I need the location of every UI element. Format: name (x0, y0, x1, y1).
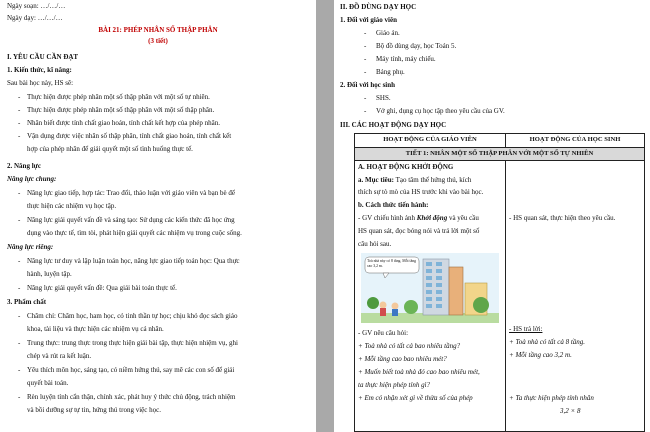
general-item: thực hiện các nhiệm vụ học tập. (27, 202, 117, 210)
method-label: b. Cách thức tiến hành: (358, 201, 429, 209)
section-activities: III. CÁC HOẠT ĐỘNG DẠY HỌC (340, 121, 447, 129)
teacher-item: Giáo án. (376, 29, 400, 37)
quality-item: Chăm chỉ: Chăm học, ham học, có tinh thần tự học; chịu khó đọc sách giáo (27, 312, 238, 320)
quality-item: chép và rút ra kết luận. (27, 352, 92, 360)
gv-ask: - GV nêu câu hỏi: (358, 329, 409, 337)
heading-knowledge: 1. Kiến thức, kĩ năng: (7, 66, 72, 74)
startup-illustration (361, 253, 499, 323)
period-title: TIẾT 1: NHÂN MỘT SỐ THẬP PHÂN VỚI MỘT SỐ TỰ NHIÊN (405, 150, 594, 157)
question: + Mỗi tầng cao bao nhiêu mét? (358, 355, 447, 363)
section-objectives: I. YÊU CẦU CẦN ĐẠT (7, 53, 79, 61)
general-item: Năng lực giải quyết vấn đề và sáng tạo: Sử dụng các kiến thức đã học ứng (27, 216, 235, 224)
speech-bubble-text: Toà nhà này có 8 tầng. Mỗi tầng cao 3,2 m. (367, 259, 417, 268)
quality-item: quyết bài toán. (27, 379, 69, 387)
teacher-item: Bảng phụ. (376, 68, 405, 76)
specific-item: Năng lực giải quyết vấn đề: Qua giải bài toán thực tế. (27, 284, 177, 292)
general-item: Năng lực giao tiếp, hợp tác: Trao đổi, thảo luận với giáo viên và bạn bè để (27, 189, 235, 197)
answer: + Ta thực hiện phép tính nhân (509, 394, 594, 402)
heading-competence: 2. Năng lực (7, 162, 41, 170)
question: + Muốn biết toà nhà đó cao bao nhiêu mét, (358, 368, 480, 376)
answer: + Toà nhà có tất cả 8 tầng. (509, 338, 586, 346)
knowledge-item: hợp của phép nhân để giải quyết một số tình huống thực tế. (27, 145, 193, 153)
specific-item: Năng lực tư duy và lập luận toán học, năng lực giao tiếp toán học: Qua thực (27, 257, 240, 265)
knowledge-item: Vận dụng được việc nhân số thập phân, tính chất giao hoán, tính chất kết (27, 132, 232, 140)
question: + Em có nhận xét gì về thừa số của phép (358, 394, 473, 402)
gv-instruction: - GV chiếu hình ảnh Khởi động và yêu cầu (358, 214, 479, 222)
heading-specific-competence: Năng lực riêng: (7, 243, 54, 251)
gv-instruction-2: HS quan sát, đọc bóng nói và trả lời một số (358, 227, 480, 235)
specific-item: hành, luyện tập. (27, 270, 72, 278)
general-item: dụng vào thực tế, tìm tòi, phát hiện giải quyết các nhiệm vụ trong cuộc sống. (27, 229, 242, 237)
student-item: SHS. (376, 94, 391, 102)
quality-item: Yêu thích môn học, sáng tạo, có niềm hứng thú, say mê các con số để giải (27, 366, 235, 374)
heading-teacher-materials: 1. Đối với giáo viên (340, 16, 397, 24)
teacher-item: Bộ đồ dùng dạy, học Toán 5. (376, 42, 457, 50)
knowledge-item: Nhân biết được tính chất giao hoán, tính chất kết hợp của phép nhân. (27, 119, 220, 127)
aim-line: a. Mục tiêu: Tạo tâm thế hứng thú, kích (358, 176, 472, 184)
teacher-item: Máy tính, máy chiếu. (376, 55, 436, 63)
aim-line-2: thích sự tò mò của HS trước khi vào bài học. (358, 188, 484, 196)
date-prepare: Ngày soạn: …/…/… (7, 2, 66, 10)
gv-instruction-3: câu hỏi sau. (358, 240, 392, 248)
quality-item: Rèn luyện tính cẩn thận, chính xác, phát huy ý thức chủ động, trách nhiệm (27, 393, 236, 401)
knowledge-item: Thực hiện được phép nhân một số thập phân với một số tự nhiên. (27, 93, 210, 101)
student-item: Vở ghi, dụng cụ học tập theo yêu cầu của GV. (376, 107, 505, 115)
question: + Toà nhà có tất cả bao nhiêu tầng? (358, 342, 461, 350)
heading-qualities: 3. Phẩm chất (7, 298, 47, 306)
lesson-title: BÀI 21: PHÉP NHÂN SỐ THẬP PHÂN (98, 26, 218, 34)
quality-item: Trung thực: trung thực trong thực hiện giải bài tập, thực hiện nhiệm vụ, ghi (27, 339, 238, 347)
hs-observe: - HS quan sát, thực hiện theo yêu cầu. (509, 214, 616, 222)
quality-item: và bồi dưỡng sự tự tin, hứng thú trong việc học. (27, 406, 161, 414)
answer: 3,2 × 8 (560, 407, 581, 415)
left-page: Ngày soạn: …/…/… Ngày dạy: …/…/… BÀI 21: PHÉP NHÂN SỐ THẬP PHÂN (3 tiết) I. YÊU CẦU CẦN ĐẠT 1. Kiến thức, kĩ năng: Sau bài học này, HS sẽ: - Thực hiện được phép nhân một số thập phân với một số tự nhiên. - Thực hiện được phép nhân một số thập phân với một số thập phân. - Nhân biết được tính chất giao hoán, tính chất kết hợp của phép nhân. - Vận dụng được việc nhân số thập phân, tính chất giao hoán, tính chất kết hợp của phép nhân để giải quyết một số tình huống thực tế. 2. Năng lực Năng lực chung: - Năng lực giao tiếp, hợp tác: Trao đổi, thảo luận với giáo viên và bạn bè để thực hiện các nhiệm vụ học tập. - Năng lực giải quyết vấn đề và sáng tạo: Sử dụng các kiến thức đã học ứng dụng vào thực tế, tìm tòi, phát hiện giải quyết các nhiệm vụ trong cuộc sống. Năng lực riêng: - Năng lực tư duy và lập luận toán học, năng lực giao tiếp toán học: Qua thực hành, luyện tập. - Năng lực giải quyết vấn đề: Qua giải bài toán thực tế. 3. Phẩm chất - Chăm chỉ: Chăm học, ham học, có tinh thần tự học; chịu khó đọc sách giáo khoa, tài liệu và thực hiện các nhiệm vụ cá nhân. - Trung thực: trung thực trong thực hiện giải bài tập, thực hiện nhiệm vụ, ghi chép và rút ra kết luận. - Yêu thích môn học, sáng tạo, có niềm hứng thú, say mê các con số để giải quyết bài toán. - Rèn luyện tính cẩn thận, chính xác, phát huy ý thức chủ động, trách nhiệm và bồi dưỡng sự tự tin, hứng thú trong việc học. (0, 0, 316, 432)
knowledge-intro: Sau bài học này, HS sẽ: (7, 79, 74, 87)
answer-label: - HS trả lời: (509, 325, 543, 333)
col-student-header: HOẠT ĐỘNG CỦA HỌC SINH (529, 136, 621, 143)
quality-item: khoa, tài liệu và thực hiện các nhiệm vụ cá nhân. (27, 325, 164, 333)
right-page: II. ĐỒ DÙNG DẠY HỌC 1. Đối với giáo viên - Giáo án. - Bộ đồ dùng dạy, học Toán 5. - Máy tính, máy chiếu. - Bảng phụ. 2. Đối với học sinh - SHS. - Vở ghi, dụng cụ học tập theo yêu cầu của GV. III. CÁC HOẠT ĐỘNG DẠY HỌC HOẠT ĐỘNG CỦA GIÁO VIÊN HOẠT ĐỘNG CỦA HỌC SINH TIẾT 1: NHÂN MỘT SỐ THẬP PHÂN VỚI MỘT SỐ TỰ NHIÊN A. HOẠT ĐỘNG KHỞI ĐỘNG a. Mục tiêu: Tạo tâm thế hứng thú, kích thích sự tò mò của HS trước khi vào bài học. b. Cách thức tiến hành: - GV chiếu hình ảnh Khởi động và yêu cầu HS quan sát, đọc bóng nói và trả lời một số câu hỏi sau. - HS quan sát, thực hiện theo yêu cầu. Toà nhà này có 8 tầng. Mỗi tầng cao 3,2 m. - GV nêu câu hỏi: + Toà nhà có tất cả bao nhiêu tầng? + Mỗi tầng cao bao nhiêu mét? + Muốn biết toà nhà đó cao bao nhiêu mét, ta thực hiện phép tính gì? + Em có nhận xét gì về thừa số của phép - HS trả lời: + Toà nhà có tất cả 8 tầng. + Mỗi tầng cao 3,2 m. + Ta thực hiện phép tính nhân 3,2 × 8 (334, 0, 650, 432)
date-teach: Ngày dạy: …/…/… (7, 14, 63, 22)
answer: + Mỗi tầng cao 3,2 m. (509, 351, 572, 359)
heading-student-materials: 2. Đối với học sinh (340, 81, 396, 89)
heading-general-competence: Năng lực chung: (7, 175, 57, 183)
activity-title: A. HOẠT ĐỘNG KHỞI ĐỘNG (358, 163, 454, 171)
question: ta thực hiện phép tính gì? (358, 381, 431, 389)
knowledge-item: Thực hiện được phép nhân một số thập phân với một số thập phân. (27, 106, 215, 114)
section-materials: II. ĐỒ DÙNG DẠY HỌC (340, 3, 417, 11)
col-teacher-header: HOẠT ĐỘNG CỦA GIÁO VIÊN (383, 136, 477, 143)
lesson-periods: (3 tiết) (148, 37, 168, 45)
